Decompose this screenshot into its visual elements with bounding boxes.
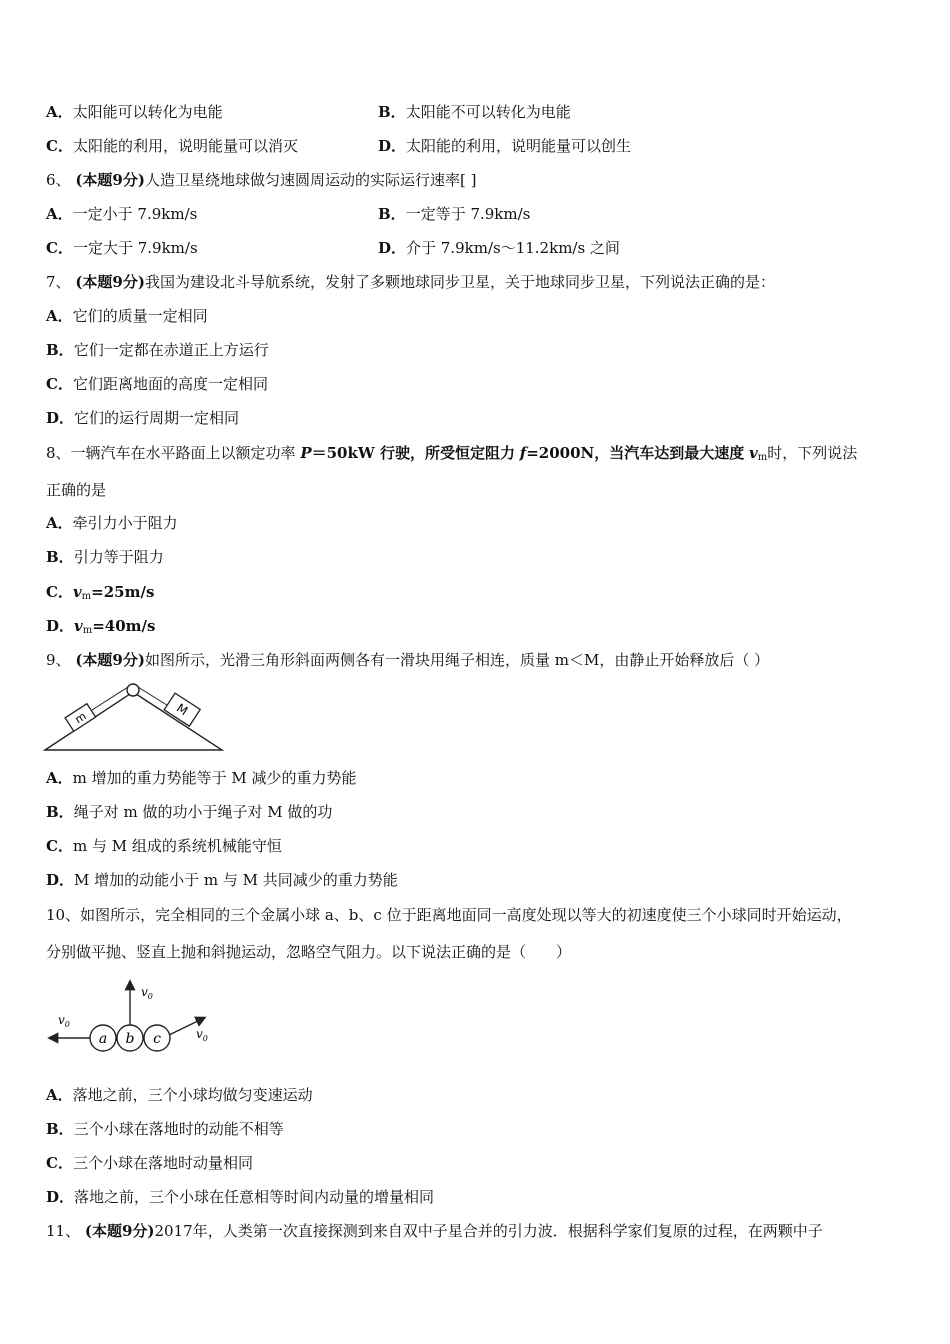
- q5-option-d: D．太阳能的利用，说明能量可以创生: [378, 137, 632, 155]
- q10-option-b: B．三个小球在落地时的动能不相等: [46, 1120, 284, 1138]
- v0-up-label: $v_0$: [141, 985, 153, 1001]
- rope-right: [138, 687, 170, 707]
- q7-option-d: D．它们的运行周期一定相同: [46, 409, 240, 427]
- q10-option-c: C．三个小球在落地时动量相同: [46, 1154, 253, 1172]
- q7-stem: 7、 (本题9分)我国为建设北斗导航系统，发射了多颗地球同步卫星，关于地球同步卫星，下列说法正确的是：: [46, 273, 775, 291]
- pulley: [127, 684, 139, 696]
- q6-option-b: B．一定等于 7.9km/s: [378, 205, 531, 223]
- q7-option-a: A．它们的质量一定相同: [46, 307, 208, 325]
- q5-option-c: C．太阳能的利用，说明能量可以消灭: [46, 137, 298, 155]
- q10-option-a: A．落地之前，三个小球均做匀变速运动: [46, 1086, 313, 1104]
- ball-b-label: b: [125, 1031, 135, 1047]
- block-m-label: m: [72, 709, 89, 727]
- q8-option-b: B．引力等于阻力: [46, 548, 164, 566]
- q11-stem: 11、 (本题9分)2017年，人类第一次直接探测到来自双中子星合并的引力波．根据科学家们复原的过程，在两颗中子: [46, 1222, 823, 1240]
- q8-stem: 8、一辆汽车在水平路面上以额定功率 P＝50kW 行驶，所受恒定阻力 f=2000N，当汽车达到最大速度 $v_m$时，下列说法: [46, 444, 858, 463]
- ball-a-label: a: [98, 1031, 108, 1047]
- q10-option-d: D．落地之前，三个小球在任意相等时间内动量的增量相同: [46, 1188, 435, 1206]
- q8-option-c: C．$v_m=25m/s$: [46, 583, 155, 602]
- q10-stem-cont: 分别做平抛、竖直上抛和斜抛运动，忽略空气阻力。以下说法正确的是（ ）: [46, 943, 572, 961]
- q6-option-a: A．一定小于 7.9km/s: [46, 205, 198, 223]
- v0-left-label: $v_0$: [58, 1013, 70, 1029]
- incline-figure: [40, 680, 230, 755]
- q8-stem-cont: 正确的是: [46, 481, 107, 499]
- q9-option-a: A．m 增加的重力势能等于 M 减少的重力势能: [46, 769, 357, 787]
- q6-option-c: C．一定大于 7.9km/s: [46, 239, 198, 257]
- q8-option-a: A．牵引力小于阻力: [46, 514, 178, 532]
- q9-stem: 9、 (本题9分)如图所示，光滑三角形斜面两侧各有一滑块用绳子相连，质量 m＜M，由静止开始释放后（ ）: [46, 651, 770, 669]
- block-M: [164, 693, 200, 726]
- balls-figure: [40, 972, 230, 1057]
- q6-stem: 6、 (本题9分)人造卫星绕地球做匀速圆周运动的实际运行速率[ ]: [46, 171, 477, 189]
- v0-right-label: $v_0$: [196, 1027, 208, 1043]
- q9-option-c: C．m 与 M 组成的系统机械能守恒: [46, 837, 282, 855]
- q7-option-c: C．它们距离地面的高度一定相同: [46, 375, 268, 393]
- q10-stem: 10、如图所示，完全相同的三个金属小球 a、b、c 位于距离地面同一高度处现以等大的初速度使三个小球同时开始运动，: [46, 906, 852, 924]
- q5-option-b: B．太阳能不可以转化为电能: [378, 103, 571, 121]
- q9-option-b: B．绳子对 m 做的功小于绳子对 M 做的功: [46, 803, 333, 821]
- q9-option-d: D．M 增加的动能小于 m 与 M 共同减少的重力势能: [46, 871, 398, 889]
- q5-option-a: A．太阳能可以转化为电能: [46, 103, 223, 121]
- q7-option-b: B．它们一定都在赤道正上方运行: [46, 341, 269, 359]
- block-M-label: M: [174, 700, 191, 719]
- ball-c-label: c: [153, 1031, 161, 1047]
- q8-option-d: D．$v_m=40m/s$: [46, 617, 156, 636]
- block-m: [65, 704, 96, 732]
- q6-option-d: D．介于 7.9km/s～11.2km/s 之间: [378, 239, 620, 257]
